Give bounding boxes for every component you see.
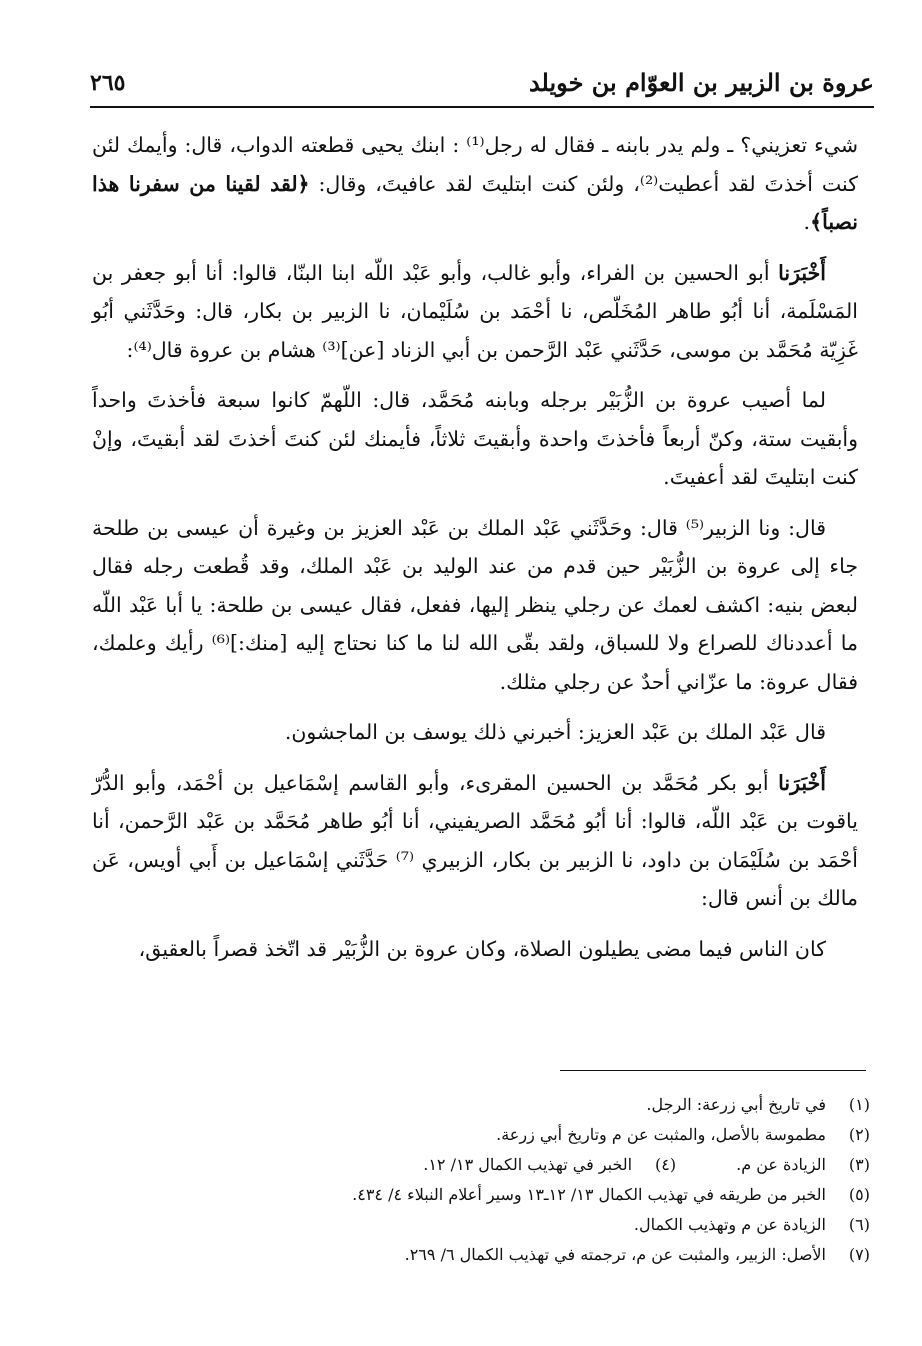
- footnote: [120, 1120, 870, 1150]
- main-text: [92, 126, 858, 980]
- footnote-number: (٦): [848, 1215, 870, 1234]
- paragraph-7: [92, 930, 858, 969]
- footnote-number: (٧): [848, 1245, 870, 1264]
- footnote-number: (٤): [655, 1155, 677, 1174]
- paragraph-2: [92, 254, 858, 370]
- footnote-number: (٥): [848, 1185, 870, 1204]
- footnote-text: الزيادة عن م.: [736, 1155, 826, 1174]
- running-header: [90, 62, 874, 102]
- paragraph-5: [92, 713, 858, 752]
- footnote-text: الأصل: الزبير، والمثبت عن م، ترجمته في تهذيب الكمال ٦/ ٢٦٩.: [404, 1245, 826, 1264]
- paragraph-text: قال: ونا الزبير⁽⁵⁾ قال: وحَدَّثَني عَبْد الملك بن عَبْد العزيز بن وغيرة أن عيسى بن طلحة جاء إلى عروة بن الزُّبَيْر حين قدم من عند الوليد بن عَبْد الملك، وقد قُطعت رجله فقال لبعض بنيه: اكشف لعمك عن رجلي ينظر إليها، ففعل، فقال عيسى بن طلحة: يا أبا عَبْد اللّه ما أعددناك للصراع ولا للسباق، ولقد بقّى الله لنا ما كنا نحتاج إليه [منك:]⁽⁶⁾ رأيك وعلمك، فقال عروة: ما عزّاني أحدٌ عن رجلي مثلك.: [92, 515, 858, 694]
- paragraph-6: [92, 764, 858, 918]
- paragraph-text: أبو بكر مُحَمَّد بن الحسين المقرىء، وأبو القاسم إسْمَاعيل بن أحْمَد، وأبو الدُّرّ ياقوت بن عَبْد اللّه، قالوا: أنا أبُو مُحَمَّد الصريفيني، أنا أبُو طاهر مُحَمَّد بن عَبْد الرَّحمن، أنا أحْمَد بن سُلَيْمَان بن داود، نا الزبير بن بكار، الزبيري ⁽⁷⁾ حَدَّثَني إسْمَاعيل بن أَبي أويس، عَن مالك بن أنس قال:: [92, 770, 858, 910]
- footnote: [120, 1150, 870, 1180]
- footnote-text: الخبر من طريقه في تهذيب الكمال ١٣/ ١٢ـ١٣ وسير أعلام النبلاء ٤/ ٤٣٤.: [352, 1185, 826, 1204]
- paragraph-4: [92, 509, 858, 702]
- footnote-number: (١): [848, 1095, 870, 1114]
- paragraph-text: لما أصيب عروة بن الزُّبَيْر برجله وبابنه مُحَمَّد، قال: اللّهمّ كانوا سبعة فأخذتَ واحداً وأبقيت ستة، وكنّ أربعاً فأخذتَ واحدة وأبقيتَ ثلاثاً، فأيمنك لئن كنتَ أخذتَ لقد أبقيتَ، وإنْ كنت ابتليتَ لقد أعفيتَ.: [92, 388, 858, 489]
- footnote-text: الزيادة عن م وتهذيب الكمال.: [633, 1215, 826, 1234]
- footnote: [120, 1210, 870, 1240]
- paragraph-text: كان الناس فيما مضى يطيلون الصلاة، وكان عروة بن الزُّبَيْر قد اتّخذ قصراً بالعقيق،: [138, 936, 826, 961]
- paragraph-3: [92, 381, 858, 497]
- footnotes: [120, 1090, 870, 1270]
- footnote-number: (٣): [848, 1155, 870, 1174]
- footnote-text: الخبر في تهذيب الكمال ١٣/ ١٢.: [423, 1155, 633, 1174]
- isnad-lead: أَخْبَرَنا: [778, 260, 826, 285]
- footnote-text: في تاريخ أبي زرعة: الرجل.: [646, 1095, 826, 1114]
- footnote-number: (٢): [848, 1125, 870, 1144]
- paragraph-text: شيء تعزيني؟ ـ ولم يدر بابنه ـ فقال له رجل⁽¹⁾ : ابنك يحيى قطعته الدواب، قال: وأيمك لئن كنت أخذتَ لقد أعطيت⁽²⁾، ولئن كنت ابتليتَ لقد عافيتَ، وقال:: [92, 133, 859, 196]
- footnote: [120, 1180, 870, 1210]
- header-rule: [90, 106, 874, 108]
- running-title: عروة بن الزبير بن العوّام بن خويلد: [528, 68, 874, 97]
- page-number: ٢٦٥: [90, 70, 126, 96]
- isnad-lead: أَخْبَرَنا: [778, 770, 826, 795]
- paragraph-tail: .: [803, 210, 811, 234]
- paragraph-text: قال عَبْد الملك بن عَبْد العزيز: أخبرني ذلك يوسف بن الماجشون.: [284, 720, 826, 744]
- paragraph-1: [92, 126, 858, 242]
- quran-quote: ﴿لقد لقينا من سفرنا هذا نصباً﴾: [92, 171, 858, 234]
- footnote: [120, 1090, 870, 1120]
- footnote-text: مطموسة بالأصل، والمثبت عن م وتاريخ أبي زرعة.: [496, 1125, 826, 1144]
- footnote: [120, 1240, 870, 1270]
- footnote-separator: [560, 1070, 866, 1071]
- paragraph-text: أبو الحسين بن الفراء، وأبو غالب، وأبو عَبْد اللّه ابنا البنّا، قالوا: أنا أبو جعفر بن المَسْلَمة، أنا أبُو طاهر المُخَلّص، نا أحْمَد بن سُلَيْمان، نا الزبير بن بكار، قال: وحَدَّثَني أبُو غَزِيّة مُحَمَّد بن موسى، حَدَّثَني عَبْد الرَّحمن بن أبي الزناد [عن]⁽³⁾ هشام بن عروة قال⁽⁴⁾:: [92, 260, 858, 362]
